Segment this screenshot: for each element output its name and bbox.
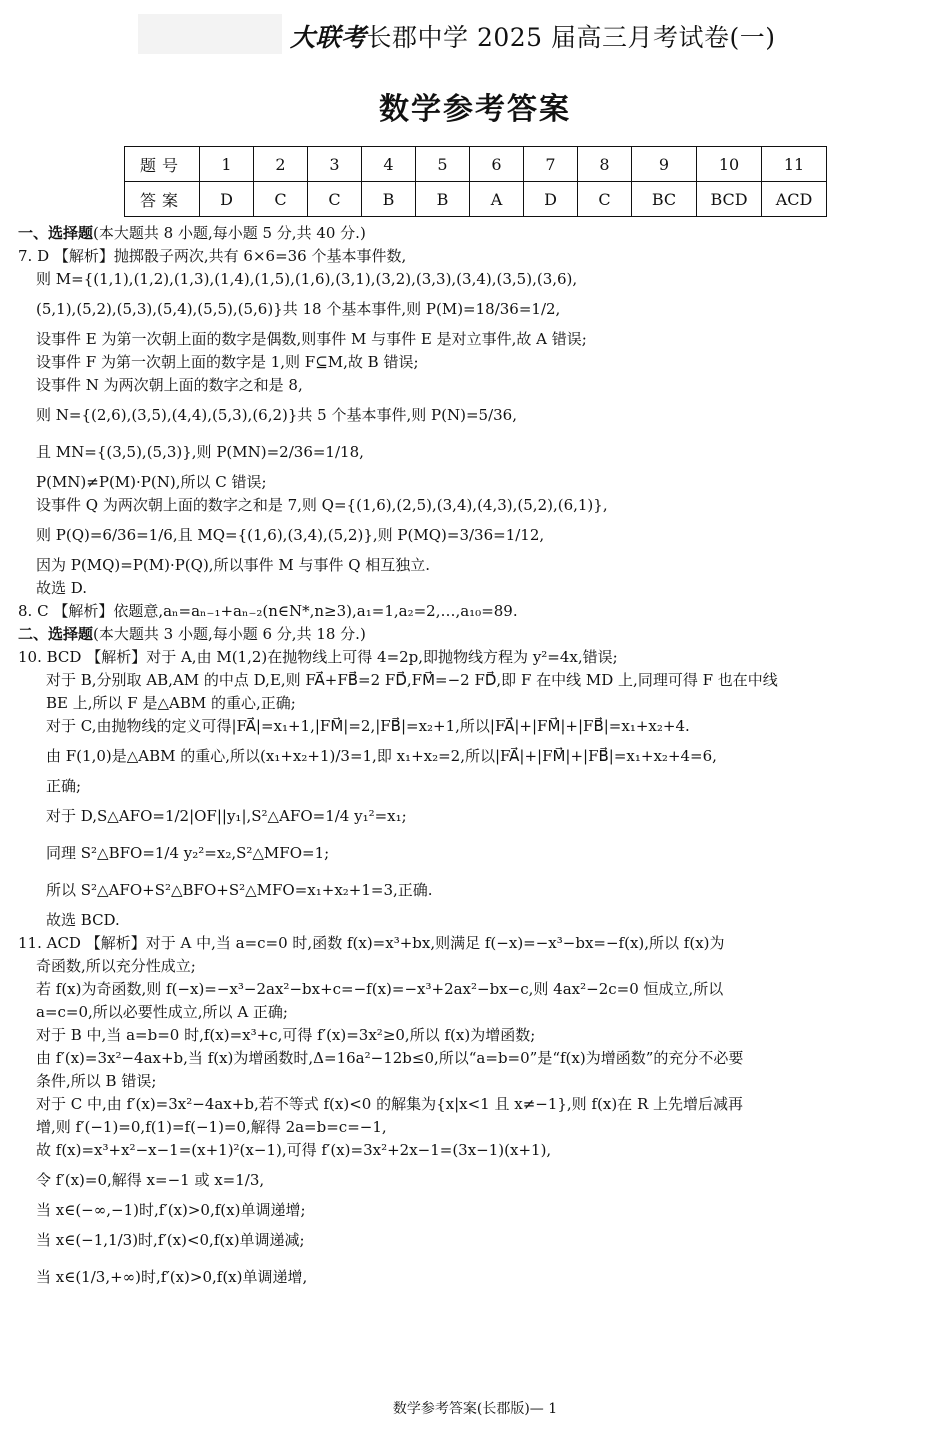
question-solution-start: 11. ACD 【解析】对于 A 中,当 a=c=0 时,函数 f(x)=x³+bx,则满足 f(−x)=−x³−bx=−f(x),所以 f(x)为 — [18, 934, 725, 952]
solution-line: 故 f(x)=x³+x²−x−1=(x+1)²(x−1),可得 f′(x)=3x²+2x−1=(3x−1)(x+1), — [36, 1141, 552, 1159]
solution-line: 所以 S²△AFO+S²△BFO+S²△MFO=x₁+x₂+1=3,正确. — [46, 881, 433, 899]
section-note: (本大题共 8 小题,每小题 5 分,共 40 分.) — [93, 224, 366, 242]
answer-cell: A — [470, 182, 524, 217]
solution-line: 设事件 F 为第一次朝上面的数字是 1,则 F⊆M,故 B 错误; — [36, 353, 419, 371]
solution-line: 且 MN={(3,5),(5,3)},则 P(MN)=2/36=1/18, — [36, 443, 364, 461]
solution-line: 由 F(1,0)是△ABM 的重心,所以(x₁+x₂+1)/3=1,即 x₁+x₂=2,所以|FA⃗|+|FM⃗|+|FB⃗|=x₁+x₂+4=6, — [46, 747, 717, 765]
question-number: 7 — [524, 147, 578, 182]
solution-line: 条件,所以 B 错误; — [36, 1072, 157, 1090]
question-number: 2 — [254, 147, 308, 182]
answer-cell: C — [578, 182, 632, 217]
solution-line: a=c=0,所以必要性成立,所以 A 正确; — [36, 1003, 288, 1021]
answer-table-number-row — [125, 147, 827, 182]
question-solution-start: 10. BCD 【解析】对于 A,由 M(1,2)在抛物线上可得 4=2p,即抛物线方程为 y²=4x,错误; — [18, 648, 618, 666]
solution-line: 对于 D,S△AFO=1/2|OF||y₁|,S²△AFO=1/4 y₁²=x₁; — [46, 807, 407, 825]
solution-line: 若 f(x)为奇函数,则 f(−x)=−x³−2ax²−bx+c=−f(x)=−x³+2ax²−bx−c,则 4ax²−2c=0 恒成立,所以 — [36, 980, 724, 998]
solution-line: P(MN)≠P(M)·P(N),所以 C 错误; — [36, 473, 267, 491]
solution-line: 则 M={(1,1),(1,2),(1,3),(1,4),(1,5),(1,6),(3,1),(3,2),(3,3),(3,4),(3,5),(3,6), — [36, 270, 578, 288]
answer-cell: B — [416, 182, 470, 217]
solution-line: 由 f′(x)=3x²−4ax+b,当 f(x)为增函数时,Δ=16a²−12b≤0,所以“a=b=0”是“f(x)为增函数”的充分不必要 — [36, 1049, 744, 1067]
solution-line: 对于 C,由抛物线的定义可得|FA⃗|=x₁+1,|FM⃗|=2,|FB⃗|=x₂+1,所以|FA⃗|+|FM⃗|+|FB⃗|=x₁+x₂+4. — [46, 717, 690, 735]
brand-name: 大联考 — [290, 23, 367, 52]
question-number: 6 — [470, 147, 524, 182]
answer-cell: B — [362, 182, 416, 217]
question-number: 11 — [762, 147, 827, 182]
solution-line: 对于 C 中,由 f′(x)=3x²−4ax+b,若不等式 f(x)<0 的解集为{x|x<1 且 x≠−1},则 f(x)在 R 上先增后减再 — [36, 1095, 744, 1113]
page-footer: 数学参考答案(长郡版)— 1 — [392, 1401, 558, 1417]
solution-line: 设事件 E 为第一次朝上面的数字是偶数,则事件 M 与事件 E 是对立事件,故 A 错误; — [36, 330, 587, 348]
row-label-answer: 答案 — [125, 182, 200, 217]
section-note: (本大题共 3 小题,每小题 6 分,共 18 分.) — [93, 625, 366, 643]
solution-line: 故选 BCD. — [46, 911, 120, 929]
answer-cell: BC — [632, 182, 697, 217]
answer-cell: D — [200, 182, 254, 217]
question-number: 4 — [362, 147, 416, 182]
solution-line: 对于 B 中,当 a=b=0 时,f(x)=x³+c,可得 f′(x)=3x²≥0,所以 f(x)为增函数; — [36, 1026, 536, 1044]
question-number: 9 — [632, 147, 697, 182]
solution-line: BE 上,所以 F 是△ABM 的重心,正确; — [46, 694, 296, 712]
solution-lines — [18, 245, 936, 1296]
answer-cell: C — [254, 182, 308, 217]
solution-line: 设事件 N 为两次朝上面的数字之和是 8, — [36, 376, 303, 394]
question-number: 10 — [697, 147, 762, 182]
section-title: 二、选择题 — [18, 625, 94, 643]
solution-line: 同理 S²△BFO=1/4 y₂²=x₂,S²△MFO=1; — [46, 844, 330, 862]
solution-line: 则 P(Q)=6/36=1/6,且 MQ={(1,6),(3,4),(5,2)},则 P(MQ)=3/36=1/12, — [36, 526, 545, 544]
solution-line: 因为 P(MQ)=P(M)·P(Q),所以事件 M 与事件 Q 相互独立. — [36, 556, 431, 574]
question-number: 8 — [578, 147, 632, 182]
question-solution-start: 7. D 【解析】抛掷骰子两次,共有 6×6=36 个基本事件数, — [18, 247, 407, 265]
solution-line: (5,1),(5,2),(5,3),(5,4),(5,5),(5,6)}共 18 个基本事件,则 P(M)=18/36=1/2, — [36, 300, 561, 318]
answer-table — [124, 146, 827, 217]
answer-cell: C — [308, 182, 362, 217]
answer-cell: ACD — [762, 182, 827, 217]
question-number: 3 — [308, 147, 362, 182]
section-title: 一、选择题 — [18, 224, 94, 242]
solution-line: 当 x∈(1/3,+∞)时,f′(x)>0,f(x)单调递增, — [36, 1268, 308, 1286]
solution-line: 增,则 f′(−1)=0,f(1)=f(−1)=0,解得 2a=b=c=−1, — [36, 1118, 387, 1136]
solution-line: 正确; — [46, 777, 82, 795]
question-solution-start: 8. C 【解析】依题意,aₙ=aₙ₋₁+aₙ₋₂(n∈N*,n≥3),a₁=1,a₂=2,…,a₁₀=89. — [18, 602, 518, 620]
solution-line: 对于 B,分别取 AB,AM 的中点 D,E,则 FA⃗+FB⃗=2 FD⃗,FM⃗=−2 FD⃗,即 F 在中线 MD 上,同理可得 F 也在中线 — [46, 671, 778, 689]
header-logo-area — [138, 14, 282, 54]
section-heading-1 — [18, 222, 936, 245]
exam-header — [290, 18, 776, 54]
solution-line: 当 x∈(−∞,−1)时,f′(x)>0,f(x)单调递增; — [36, 1201, 306, 1219]
solution-content — [18, 222, 936, 1296]
solution-line: 奇函数,所以充分性成立; — [36, 957, 196, 975]
exam-title: 长郡中学 2025 届高三月考试卷(一) — [366, 23, 776, 52]
document-title: 数学参考答案 — [379, 92, 571, 127]
solution-line: 则 N={(2,6),(3,5),(4,4),(5,3),(6,2)}共 5 个基本事件,则 P(N)=5/36, — [36, 406, 517, 424]
row-label-number: 题号 — [125, 147, 200, 182]
answer-table-answer-row — [125, 182, 827, 217]
solution-line: 故选 D. — [36, 579, 88, 597]
section-heading-2 — [18, 623, 936, 646]
question-number: 5 — [416, 147, 470, 182]
solution-line: 设事件 Q 为两次朝上面的数字之和是 7,则 Q={(1,6),(2,5),(3,4),(4,3),(5,2),(6,1)}, — [36, 496, 608, 514]
question-number: 1 — [200, 147, 254, 182]
answer-cell: D — [524, 182, 578, 217]
solution-line: 当 x∈(−1,1/3)时,f′(x)<0,f(x)单调递减; — [36, 1231, 305, 1249]
answer-cell: BCD — [697, 182, 762, 217]
solution-line: 令 f′(x)=0,解得 x=−1 或 x=1/3, — [36, 1171, 265, 1189]
